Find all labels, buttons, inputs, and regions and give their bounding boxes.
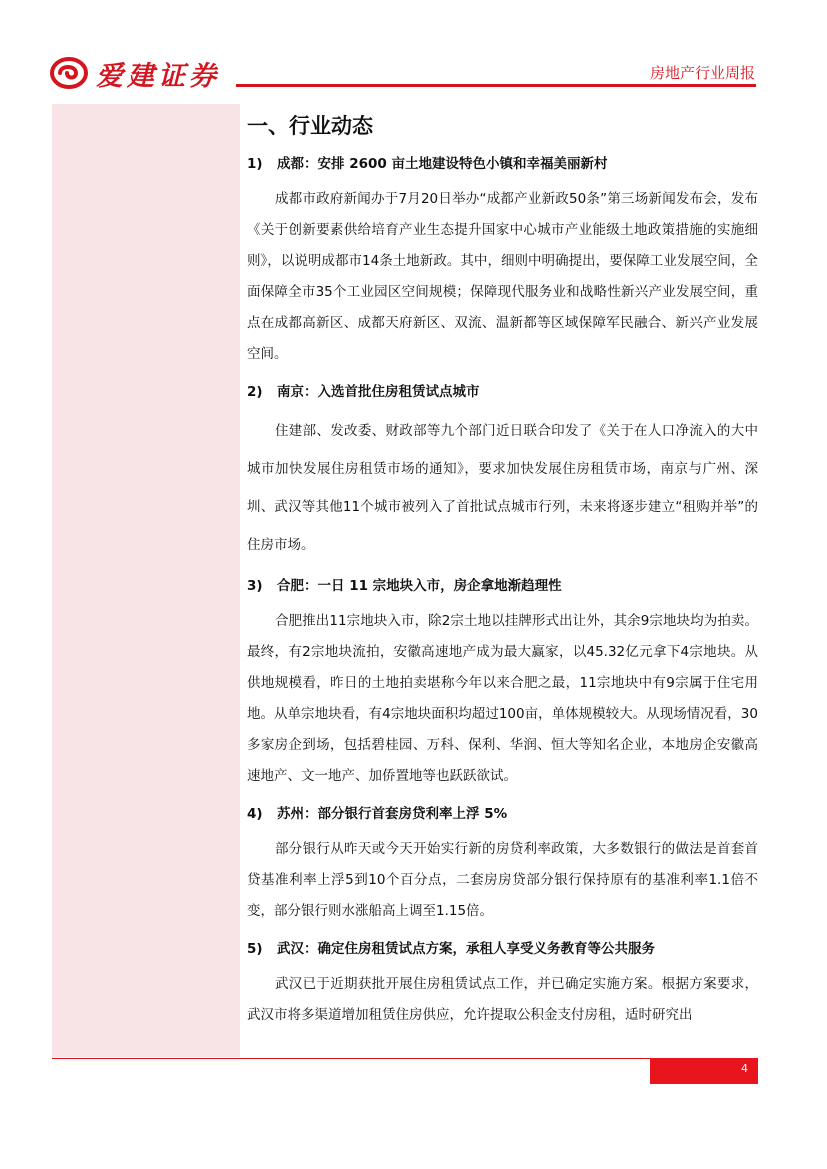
item-number: 5): [247, 941, 263, 957]
brand-logo: [50, 56, 220, 90]
brand-name: 爱建证券: [96, 60, 220, 92]
item-number: 2): [247, 384, 263, 400]
item-title: 成都：安排 2600 亩土地建设特色小镇和幸福美丽新村: [277, 156, 608, 172]
item-heading: [247, 804, 758, 824]
item-title: 合肥：一日 11 宗地块入市，房企拿地渐趋理性: [277, 578, 562, 594]
item-title: 苏州：部分银行首套房贷利率上浮 5%: [277, 806, 508, 822]
item-body: 合肥推出11宗地块入市，除2宗土地以挂牌形式出让外，其余9宗地块均为拍卖。最终，有2宗地块流拍，安徽高速地产成为最大赢家，以45.32亿元拿下4宗地块。从供地规模看，昨日的土地拍卖堪称今年以来合肥之最，11宗地块中有9宗属于住宅用地。从单宗地块看，有4宗地块面积均超过100亩，单体规模较大。从现场情况看，30多家房企到场，包括碧桂园、万科、保利、华润、恒大等知名企业，本地房企安徽高速地产、文一地产、加侨置地等也跃跃欲试。: [247, 613, 758, 784]
item-heading: [247, 939, 758, 959]
item-number: 4): [247, 806, 263, 822]
item-heading: [247, 576, 758, 596]
sidebar-panel: [52, 104, 240, 1057]
page-number-box: [650, 1058, 758, 1084]
item-body: 部分银行从昨天或今天开始实行新的房贷利率政策，大多数银行的做法是首套首贷基准利率上浮5到10个百分点，二套房房贷部分银行保持原有的基准利率1.1倍不变，部分银行则水涨船高上调至1.15倍。: [247, 841, 758, 919]
item-body: 成都市政府新闻办于7月20日举办“成都产业新政50条”第三场新闻发布会，发布《关于创新要素供给培育产业生态提升国家中心城市产业能级土地政策措施的实施细则》，以说明成都市14条土地新政。其中，细则中明确提出，要保障工业发展空间，全面保障全市35个工业园区空间规模；保障现代服务业和战略性新兴产业发展空间，重点在成都高新区、成都天府新区、双流、温新都等区域保障军民融合、新兴产业发展空间。: [247, 191, 758, 362]
footer-rule: [52, 1058, 650, 1059]
item-heading: [247, 382, 758, 402]
report-type: 房地产行业周报: [649, 64, 755, 82]
item-heading: [247, 154, 758, 174]
section-title: 一、行业动态: [247, 114, 373, 138]
item-body: 住建部、发改委、财政部等九个部门近日联合印发了《关于在人口净流入的大中城市加快发展住房租赁市场的通知》，要求加快发展住房租赁市场，南京与广州、深圳、武汉等其他11个城市被列入了首批试点城市行列，未来将逐步建立“租购并举”的住房市场。: [247, 423, 758, 553]
item-number: 3): [247, 578, 263, 594]
page-number: 4: [741, 1062, 748, 1075]
item-title: 南京：入选首批住房租赁试点城市: [277, 384, 480, 400]
main-content: [247, 110, 758, 1043]
brand-swirl-icon: [50, 56, 88, 90]
item-number: 1): [247, 156, 263, 172]
item-body: 武汉已于近期获批开展住房租赁试点工作，并已确定实施方案。根据方案要求，武汉市将多渠道增加租赁住房供应，允许提取公积金支付房租，适时研究出: [247, 976, 758, 1023]
header-rule: [236, 84, 756, 87]
item-title: 武汉：确定住房租赁试点方案，承租人享受义务教育等公共服务: [277, 941, 655, 957]
